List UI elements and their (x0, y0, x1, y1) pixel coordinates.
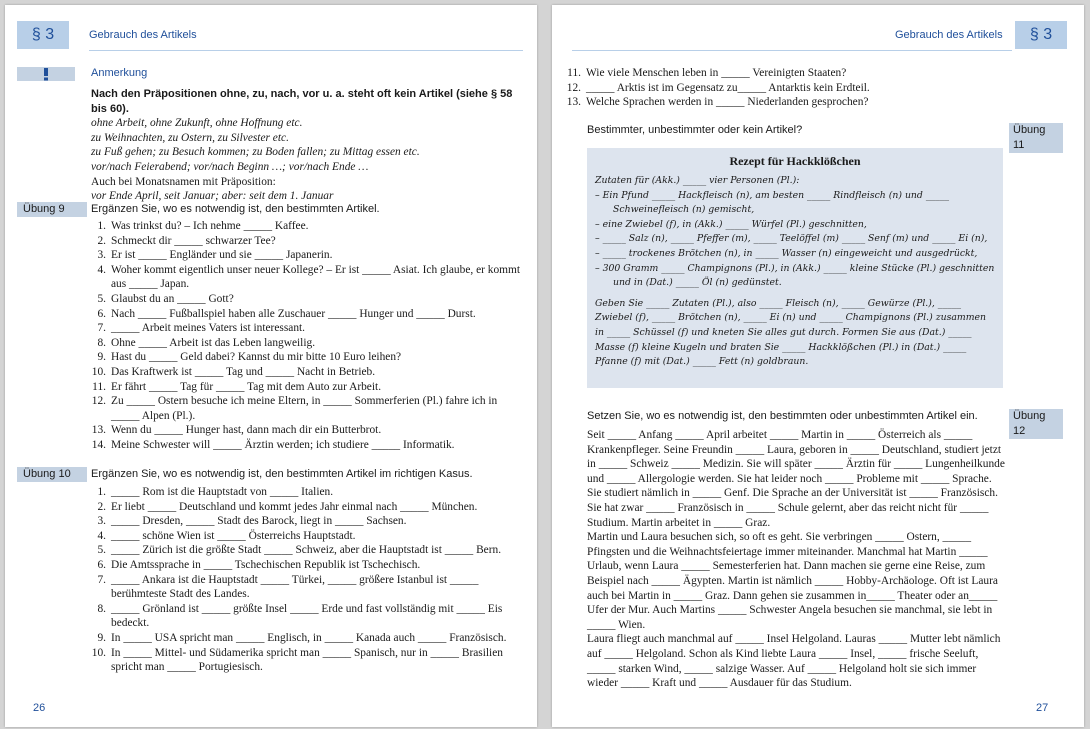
list-item: 2. Schmeckt dir _____ schwarzer Tee? (97, 234, 276, 247)
list-item: 10. Das Kraftwerk ist _____ Tag und _____ Nacht in Betrieb. (91, 365, 376, 378)
list-item: 11. Wie viele Menschen leben in _____ Vereinigten Staaten? (567, 67, 847, 79)
list-item: 5. _____ Zürich ist die größte Stadt _____ Schweiz, aber die Hauptstadt ist _____ Bern. (97, 544, 502, 557)
recipe-line: – _____ trockenes Brötchen (n), in _____ Wasser (n) eingeweicht und ausgedrückt, (595, 247, 978, 259)
header-rule (572, 50, 1012, 51)
running-head: Gebrauch des Artikels (89, 29, 197, 41)
note-line: zu Weihnachten, zu Ostern, zu Silvester etc. (91, 131, 289, 144)
exercise10-continued-list (566, 66, 996, 110)
running-head: Gebrauch des Artikels (895, 29, 1003, 41)
list-item: 3. _____ Dresden, _____ Stadt des Barock, liegt in _____ Sachsen. (97, 515, 407, 528)
list-item: 4. Woher kommt eigentlich unser neuer Kollege? – Er ist _____ Asiat. Ich glaube, er kommt aus _____ Japan. (97, 263, 521, 291)
list-item: 10. In _____ Mittel- und Südamerika spricht man _____ Spanisch, nur in _____ Brasilien spricht man _____ Portugiesisch. (91, 646, 503, 674)
list-item: 12. Zu _____ Ostern besuche ich meine Eltern, in _____ Sommerferien (Pl.) fahre ich in _____ Alpen (Pl.). (91, 395, 498, 422)
list-item: 12. _____ Arktis ist im Gegensatz zu_____ Antarktis kein Erdteil. (566, 81, 870, 94)
paragraph: Martin und Laura besuchen sich, so oft es geht. Sie verbringen _____ Ostern, _____ Pfingsten und die Weihnachtsfeiertage immer miteinander. Manchmal hat Martin _____ Urlaub, wenn Laura _____ Semesterferien hat. Dann machen sie gerne eine Reise, zum Beispiel nach _____ Ägypten. Martin ist nämlich _____ Hobby-Archäologe. Oft ist Laura auch bei Martin in _____ Graz. Dann gehen sie zusammen in_____ Theater oder an_____ Ufer der Mur. Auch Martins _____ Schwester Angela besuchen sie manchmal, sie lebt in _____ Wien. (587, 531, 998, 631)
list-item: 3. Er ist _____ Engländer und sie _____ Japanerin. (97, 249, 333, 262)
list-item: 8. Ohne _____ Arbeit ist das Leben langweilig. (97, 336, 316, 349)
paragraph: Laura fliegt auch manchmal auf _____ Insel Helgoland. Lauras _____ Mutter lebt nämlich auf _____ Helgoland. Schon als Kind liebte Laura _____ Insel, _____ frische Seeluft, _____ starken Wind, _____ salzige Wasser. Auf _____ Helgoland holt sie sich immer wieder _____ Kraft und _____ Ausdauer für das Studium. (587, 633, 1001, 690)
list-item: 2. Er liebt _____ Deutschland und kommt jedes Jahr einmal nach _____ München. (97, 500, 478, 513)
list-item: 9. In _____ USA spricht man _____ Englisch, in _____ Kanada auch _____ Französisch. (97, 631, 507, 644)
list-item: 8. _____ Grönland ist _____ größte Insel _____ Erde und fast vollständig mit _____ Eis bedeckt. (97, 602, 503, 630)
list-item: 11. Er fährt _____ Tag für _____ Tag mit dem Auto zur Arbeit. (92, 380, 382, 393)
exercise-label: Übung 12 (1009, 409, 1063, 439)
note-intro: Nach den Präpositionen ohne, zu, nach, vor u. a. steht oft kein Artikel (siehe § 58 bis 60). (91, 88, 513, 115)
exercise-label: Übung 9 (17, 202, 87, 217)
exercise-instruction: Ergänzen Sie, wo es notwendig ist, den bestimmten Artikel im richtigen Kasus. (91, 468, 473, 480)
list-item: 4. _____ schöne Wien ist _____ Österreichs Hauptstadt. (97, 529, 356, 542)
recipe-line: Zutaten für (Akk.) _____ vier Personen (Pl.): (595, 175, 800, 186)
left-page (5, 5, 537, 727)
note-line: zu Fuß gehen; zu Besuch kommen; zu Boden fallen; zu Mittag essen etc. (91, 146, 420, 159)
list-item: 13. Wenn du _____ Hunger hast, dann mach dir ein Butterbrot. (91, 424, 382, 437)
right-page (552, 5, 1084, 727)
recipe-line: – 300 Gramm _____ Champignons (Pl.), in (Akk.) _____ kleine Stücke (Pl.) geschnitten und in (Dat.) _____ Öl (n) gedünstet. (595, 262, 995, 289)
recipe-box (587, 148, 1003, 388)
list-item: 1. _____ Rom ist die Hauptstadt von _____ Italien. (97, 486, 334, 498)
note-body (91, 87, 527, 204)
page-number: 27 (1036, 702, 1049, 714)
exercise-label: Übung 11 (1009, 123, 1063, 153)
section-badge: § 3 (17, 21, 69, 49)
recipe-line: – eine Zwiebel (f), in (Akk.) _____ Würfel (Pl.) geschnitten, (595, 218, 867, 230)
list-item: 13. Welche Sprachen werden in _____ Niederlanden gesprochen? (566, 96, 869, 109)
list-item: 6. Nach _____ Fußballspiel haben alle Zuschauer _____ Hunger und _____ Durst. (97, 307, 476, 320)
note-line: vor Ende April, seit Januar; aber: seit dem 1. Januar (91, 190, 334, 203)
note-line: Auch bei Monatsnamen mit Präposition: (91, 175, 276, 188)
recipe-instructions: Geben Sie _____ Zutaten (Pl.), also _____ Fleisch (n), _____ Gewürze (Pl.), _____ Zwiebel (f), _____ Brötchen (n), _____ Ei (n) und _____ Champignons (Pl.) zusammen in _____ Schüssel (f) und kneten Sie alles gut durch. Formen Sie aus (Dat.) _____ Masse (f) kleine Kugeln und braten Sie _____ Hackklößchen (Pl.) in (Dat.) _____ Pfanne (f) mit (Dat.) _____ Fett (n) goldbraun. (595, 297, 987, 368)
exercise-label: Übung 10 (17, 467, 87, 482)
exercise9-list (91, 219, 521, 453)
recipe-line: – Ein Pfund _____ Hackfleisch (n), am besten _____ Rindfleisch (n) und _____ Schweinefleisch (n) gemischt, (595, 189, 950, 216)
exercise-instruction: Ergänzen Sie, wo es notwendig ist, den bestimmten Artikel. (91, 203, 380, 215)
exclamation-icon (17, 67, 75, 81)
note-title: Anmerkung (91, 67, 148, 79)
list-item: 7. _____ Ankara ist die Hauptstadt _____ Türkei, _____ größere Istanbul ist _____ berühmteste Stadt des Landes. (97, 573, 479, 601)
list-item: 7. _____ Arbeit meines Vaters ist interessant. (97, 322, 306, 335)
note-line: vor/nach Feierabend; vor/nach Beginn …; vor/nach Ende … (91, 160, 369, 173)
note-line: ohne Arbeit, ohne Zukunft, ohne Hoffnung etc. (91, 117, 303, 130)
list-item: 9. Hast du _____ Geld dabei? Kannst du mir bitte 10 Euro leihen? (97, 351, 402, 364)
list-item: 1. Was trinkst du? – Ich nehme _____ Kaffee. (97, 220, 309, 232)
exercise10-list (91, 485, 521, 675)
section-badge: § 3 (1015, 21, 1067, 49)
list-item: 5. Glaubst du an _____ Gott? (97, 292, 234, 305)
exercise-instruction: Setzen Sie, wo es notwendig ist, den bestimmten oder unbestimmten Artikel ein. (587, 410, 978, 422)
paragraph: Seit _____ Anfang _____ April arbeitet _____ Martin in _____ Österreich als _____ Krankenpfleger. Seine Freundin _____ Laura, geboren in _____ Deutschland, studiert jetzt in _____ Schweiz _____ Medizin. Sie will später _____ Ärztin für _____ Lungenheilkunde und _____ Allergologie werden. Sie hat leider noch _____ Probleme mit _____ Sprache. Sie studiert nämlich in _____ Genf. Die Sprache an der Universität ist _____ Französisch. Sie hat zwar _____ Französisch in _____ Schule gelernt, aber das reicht nicht für _____ Studium. Martin arbeitet in _____ Graz. (587, 429, 1005, 529)
exercise12-text (587, 428, 1007, 691)
header-rule (89, 50, 523, 51)
page-number: 26 (33, 702, 46, 714)
recipe-title: Rezept für Hackklößchen (729, 154, 861, 168)
exercise-instruction: Bestimmter, unbestimmter oder kein Artikel? (587, 124, 803, 136)
list-item: 14. Meine Schwester will _____ Ärztin werden; ich studiere _____ Informatik. (91, 438, 455, 451)
recipe-line: – _____ Salz (n), _____ Pfeffer (m), _____ Teelöffel (m) _____ Senf (m) und _____ Ei (n), (595, 233, 988, 245)
note-marker (17, 67, 75, 81)
list-item: 6. Die Amtssprache in _____ Tschechischen Republik ist Tschechisch. (97, 558, 421, 571)
